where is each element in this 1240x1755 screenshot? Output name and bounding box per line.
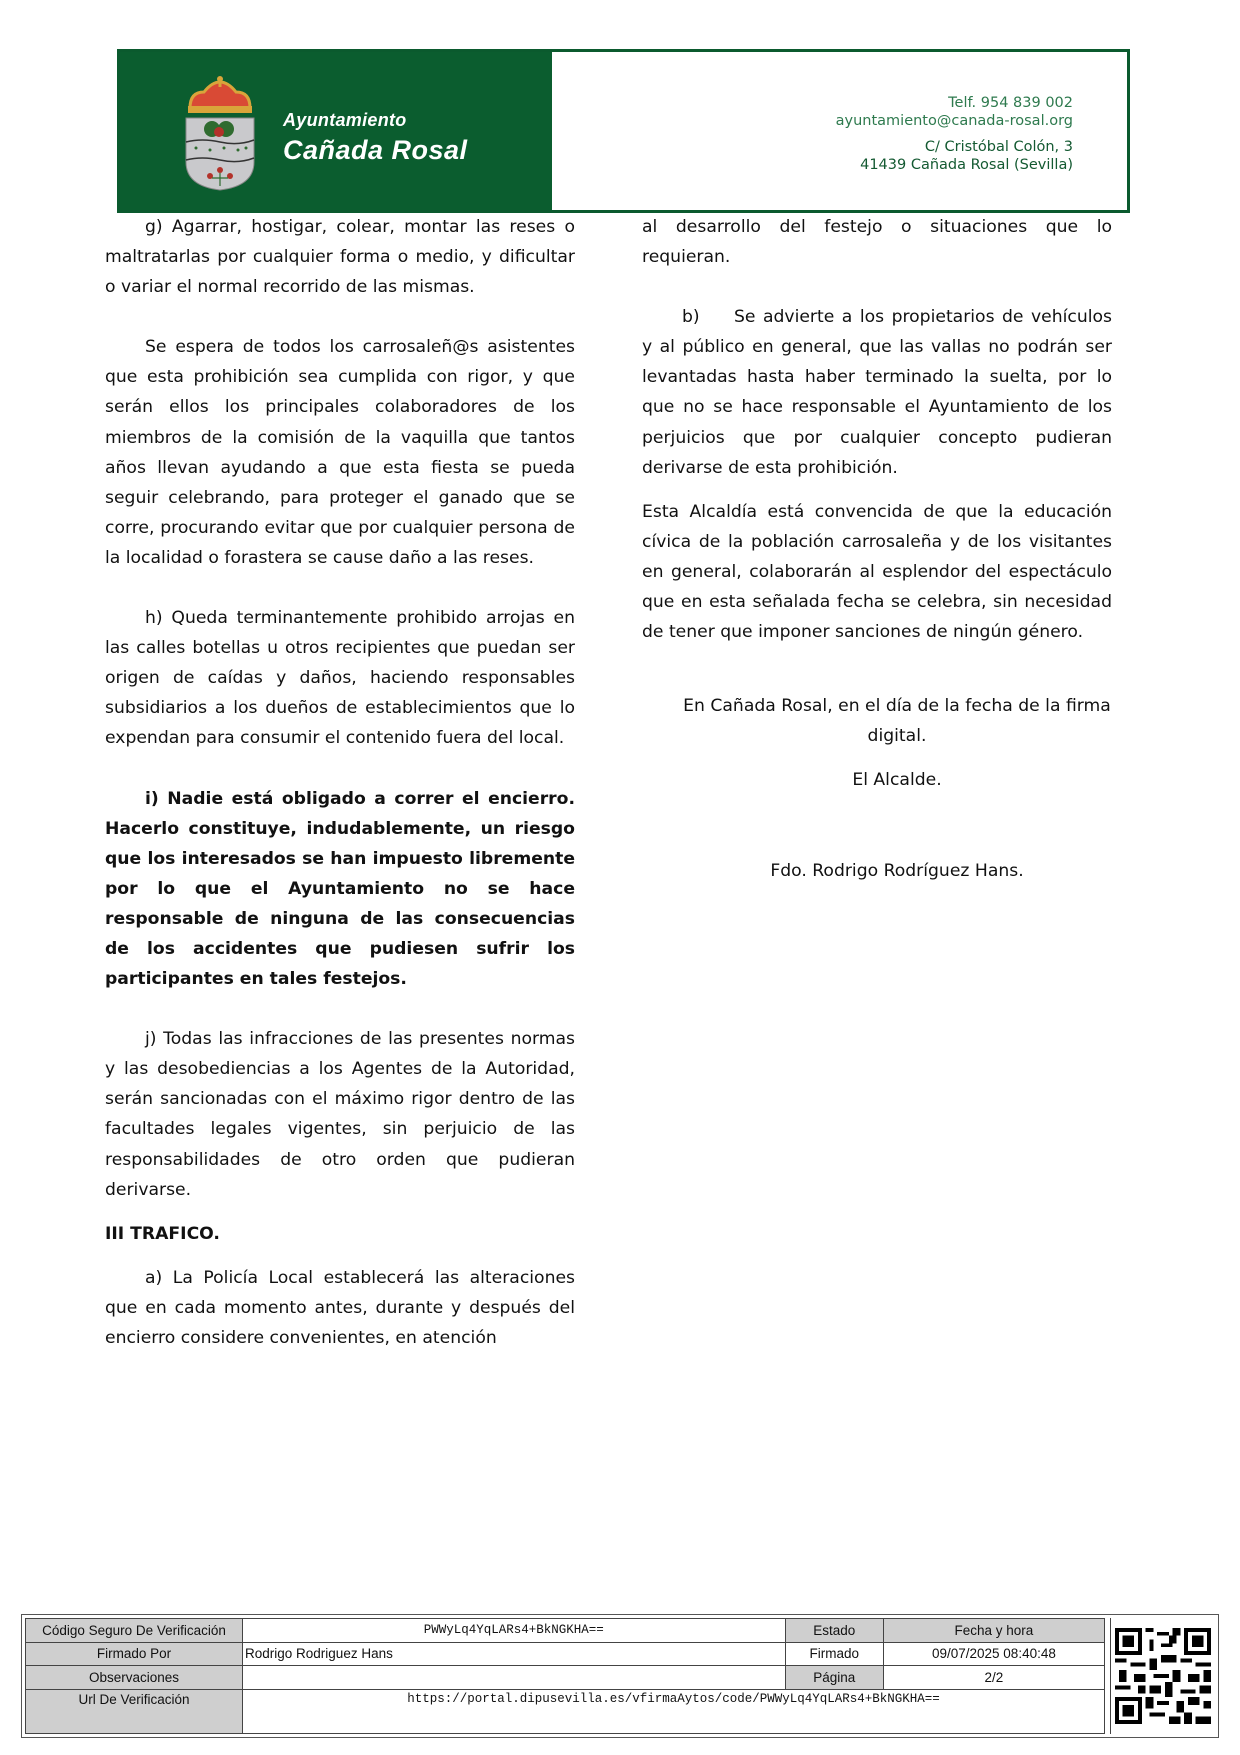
section-title-trafico: III TRAFICO. bbox=[105, 1223, 220, 1244]
signature-verification-box bbox=[21, 1614, 1219, 1738]
firmado-por-value: Rodrigo Rodriguez Hans bbox=[243, 1642, 786, 1666]
estado-value: Firmado bbox=[785, 1642, 883, 1666]
fecha-value: 09/07/2025 08:40:48 bbox=[883, 1642, 1104, 1666]
verification-table bbox=[25, 1618, 1105, 1734]
firmado-por-label: Firmado Por bbox=[26, 1642, 243, 1666]
letterhead bbox=[117, 49, 1130, 213]
table-row bbox=[26, 1642, 1105, 1666]
pagina-value: 2/2 bbox=[883, 1666, 1104, 1690]
table-row bbox=[26, 1666, 1105, 1690]
table-row bbox=[26, 1689, 1105, 1733]
address-line-1: C/ Cristóbal Colón, 3 bbox=[924, 139, 1073, 155]
right-column bbox=[642, 212, 1112, 886]
address-line-2: 41439 Cañada Rosal (Sevilla) bbox=[860, 157, 1073, 173]
estado-label: Estado bbox=[785, 1619, 883, 1643]
signature-line: Fdo. Rodrigo Rodríguez Hans. bbox=[770, 860, 1024, 881]
verification-url-link[interactable]: https://portal.dipusevilla.es/vfirmaAytos/code/PWWyLq4YqLARs4+BkNGKHA== bbox=[243, 1689, 1105, 1733]
clause-i: i) Nadie está obligado a correr el encierro. Hacerlo constituye, indudablemente, un riesgo que los interesados se han impuesto libremente por lo que el Ayuntamiento no se hace responsable de ninguna de las consecuencias de los accidentes que pudiesen sufrir los participantes en tales festejos. bbox=[105, 788, 575, 990]
url-label: Url De Verificación bbox=[26, 1689, 243, 1733]
observaciones-label: Observaciones bbox=[26, 1666, 243, 1690]
csv-label: Código Seguro De Verificación bbox=[26, 1619, 243, 1643]
traffic-clause-a: a) La Policía Local establecerá las alteraciones que en cada momento antes, durante y después del encierro considere convenientes, en atención bbox=[105, 1267, 575, 1348]
table-row bbox=[26, 1619, 1105, 1643]
organization-type: Ayuntamiento bbox=[283, 110, 407, 130]
contact-info bbox=[836, 94, 1073, 174]
letterhead-brand-panel bbox=[120, 52, 552, 210]
clause-j: j) Todas las infracciones de las presentes normas y las desobediencias a los Agentes de la Autoridad, serán sancionadas con el máximo rigor dentro de las facultades legales vigentes, sin perjuicio de las responsabilidades de otro orden que pudieran derivarse. bbox=[105, 1029, 575, 1200]
signatory-role: El Alcalde. bbox=[852, 770, 942, 791]
traffic-clause-a-continued: al desarrollo del festejo o situaciones que lo requieran. bbox=[642, 217, 1112, 268]
email: ayuntamiento@canada-rosal.org bbox=[835, 113, 1073, 129]
pagina-label: Página bbox=[785, 1666, 883, 1690]
fecha-label: Fecha y hora bbox=[883, 1619, 1104, 1643]
clause-g: g) Agarrar, hostigar, colear, montar las reses o maltratarlas por cualquier forma o medio, y dificultar o variar el normal recorrido de las mismas. bbox=[105, 217, 575, 298]
municipality-name: Cañada Rosal bbox=[283, 135, 468, 165]
place-and-date: En Cañada Rosal, en el día de la fecha de la firma digital. bbox=[683, 696, 1111, 747]
traffic-clause-b: b) Se advierte a los propietarios de vehículos y al público en general, que las vallas no podrán ser levantadas hasta haber terminado la suelta, por lo que no se hace responsable el Ayuntamiento de los perjuicios que por cualquier concepto pudieran derivarse de esta prohibición. bbox=[642, 307, 1112, 478]
phone: Telf. 954 839 002 bbox=[948, 95, 1073, 111]
csv-value: PWWyLq4YqLARs4+BkNGKHA== bbox=[243, 1619, 786, 1643]
observaciones-value bbox=[243, 1666, 786, 1690]
letterhead-contact-panel bbox=[552, 52, 1127, 210]
qr-code-panel bbox=[1110, 1618, 1215, 1734]
organization-name bbox=[283, 110, 468, 166]
coat-of-arms-icon bbox=[182, 74, 258, 192]
clause-g-note: Se espera de todos los carrosaleñ@s asistentes que esta prohibición sea cumplida con rigor, y que serán ellos los principales colaboradores de los miembros de la comisión de la vaquilla que tantos años llevan ayudando a que esta fiesta se pueda seguir celebrando, para proteger el ganado que se corre, procurando evitar que por cualquier persona de la localidad o forastera se cause daño a las reses. bbox=[105, 337, 575, 568]
closing-statement: Esta Alcaldía está convencida de que la educación cívica de la población carrosaleña y de los visitantes en general, colaborarán al esplendor del espectáculo que en esta señalada fecha se celebra, sin necesidad de tener que imponer sanciones de ningún género. bbox=[642, 501, 1112, 643]
left-column bbox=[105, 212, 575, 1353]
qr-code-icon[interactable] bbox=[1115, 1628, 1211, 1724]
clause-h: h) Queda terminantemente prohibido arrojas en las calles botellas u otros recipientes que puedan ser origen de caídas y daños, haciendo responsables subsidiarios a los dueños de establecimientos que lo expendan para consumir el contenido fuera del local. bbox=[105, 608, 575, 749]
